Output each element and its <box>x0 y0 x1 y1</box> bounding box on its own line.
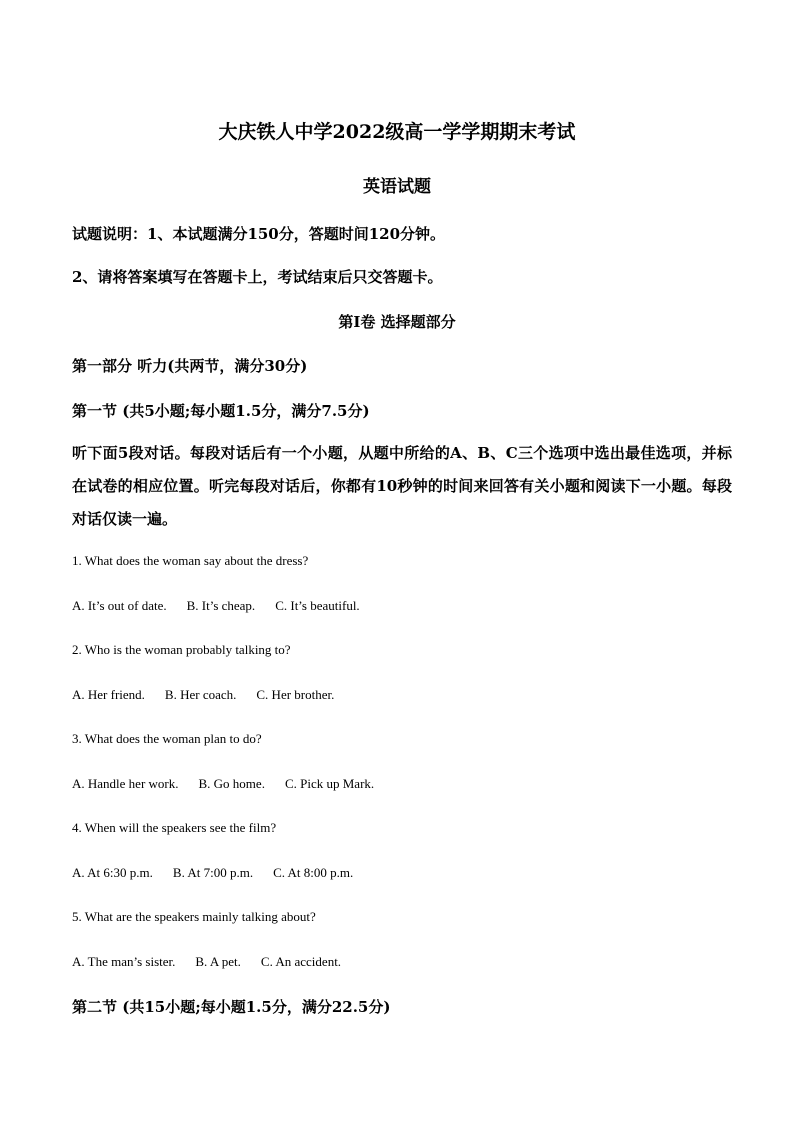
exam-note-2: 2、请将答案填写在答题卡上，考试结束后只交答题卡。 <box>72 268 443 286</box>
question-options <box>72 687 354 703</box>
question-options <box>72 865 373 881</box>
option-a: A. At 6:30 p.m. <box>72 865 153 880</box>
option-a: A. Handle her work. <box>72 776 179 791</box>
question-stem: 5. What are the speakers mainly talking about? <box>72 909 316 924</box>
option-c: C. Her brother. <box>256 687 335 702</box>
option-a: A. It’s out of date. <box>72 598 167 613</box>
question-stem: 2. Who is the woman probably talking to? <box>72 642 291 657</box>
option-c: C. Pick up Mark. <box>284 776 375 791</box>
option-b: B. At 7:00 p.m. <box>172 865 254 880</box>
question-options <box>72 954 361 970</box>
section-1-heading: 第一节 (共5小题;每小题1.5分，满分7.5分) <box>72 402 370 420</box>
option-c: C. It’s beautiful. <box>275 598 360 613</box>
option-b: B. A pet. <box>195 954 241 969</box>
option-b: B. Go home. <box>198 776 265 791</box>
listening-instructions: 听下面5段对话。每段对话后有一个小题，从题中所给的A、B、C三个选项中选出最佳选项，并标在试卷的相应位置。听完每段对话后，你都有10秒钟的时间来回答有关小题和阅读下一小题。每段对话仅读一遍。 <box>72 444 732 528</box>
option-a: A. The man’s sister. <box>72 954 176 969</box>
volume-heading: 第Ⅰ卷 选择题部分 <box>338 313 456 331</box>
question-stem: 4. When will the speakers see the film? <box>72 820 277 835</box>
exam-note-1: 试题说明：1、本试题满分150分，答题时间120分钟。 <box>72 225 446 243</box>
section-2-heading: 第二节 (共15小题;每小题1.5分，满分22.5分) <box>72 998 391 1016</box>
question-options <box>72 776 394 792</box>
question-stem: 3. What does the woman plan to do? <box>72 731 262 746</box>
option-b: B. Her coach. <box>164 687 237 702</box>
option-c: C. At 8:00 p.m. <box>273 865 354 880</box>
part-heading: 第一部分 听力(共两节，满分30分) <box>72 357 308 375</box>
question-stem: 1. What does the woman say about the dress? <box>72 553 309 568</box>
exam-subtitle: 英语试题 <box>363 177 431 197</box>
option-b: B. It’s cheap. <box>186 598 256 613</box>
option-a: A. Her friend. <box>72 687 145 702</box>
exam-title: 大庆铁人中学2022级高一学学期期末考试 <box>218 121 576 143</box>
option-c: C. An accident. <box>260 954 342 969</box>
question-options <box>72 598 380 614</box>
